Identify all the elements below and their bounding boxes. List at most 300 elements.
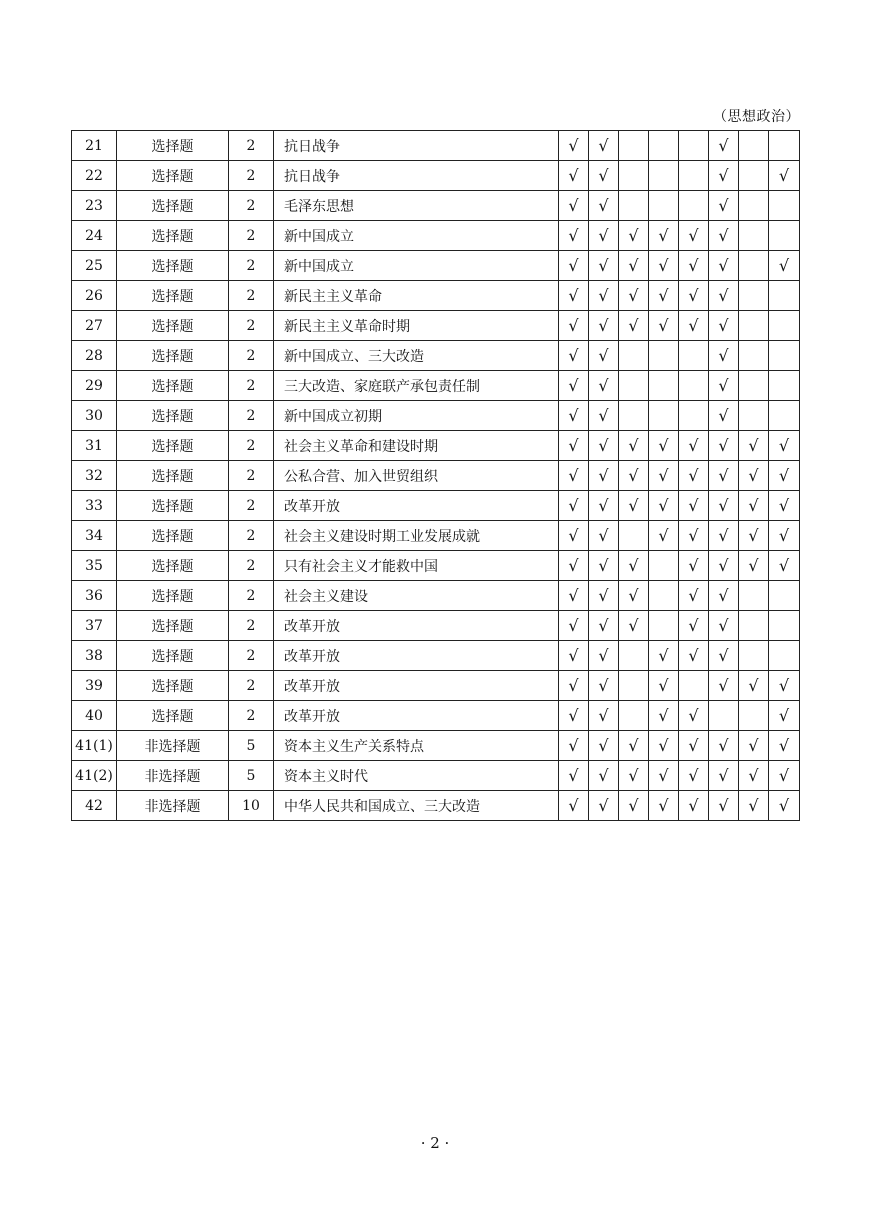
- empty-mark-cell: [679, 371, 709, 401]
- check-mark-cell: √: [739, 461, 769, 491]
- question-number-cell: 30: [72, 401, 117, 431]
- topic-cell: 中华人民共和国成立、三大改造: [274, 791, 559, 821]
- check-mark-cell: √: [709, 221, 739, 251]
- check-mark-cell: √: [649, 791, 679, 821]
- check-mark-cell: √: [619, 461, 649, 491]
- empty-mark-cell: [649, 581, 679, 611]
- check-mark-cell: √: [679, 761, 709, 791]
- question-type-cell: 选择题: [117, 341, 229, 371]
- check-mark-cell: √: [739, 521, 769, 551]
- score-cell: 5: [229, 731, 274, 761]
- question-type-cell: 选择题: [117, 461, 229, 491]
- question-number-cell: 39: [72, 671, 117, 701]
- question-type-cell: 选择题: [117, 221, 229, 251]
- check-mark-cell: √: [649, 761, 679, 791]
- empty-mark-cell: [769, 401, 800, 431]
- check-mark-cell: √: [649, 701, 679, 731]
- empty-mark-cell: [649, 191, 679, 221]
- check-mark-cell: √: [769, 671, 800, 701]
- empty-mark-cell: [679, 161, 709, 191]
- score-cell: 2: [229, 641, 274, 671]
- topic-cell: 新中国成立: [274, 251, 559, 281]
- check-mark-cell: √: [589, 431, 619, 461]
- check-mark-cell: √: [619, 761, 649, 791]
- check-mark-cell: √: [769, 701, 800, 731]
- question-number-cell: 41(1): [72, 731, 117, 761]
- check-mark-cell: √: [679, 311, 709, 341]
- check-mark-cell: √: [589, 221, 619, 251]
- check-mark-cell: √: [589, 251, 619, 281]
- empty-mark-cell: [619, 641, 649, 671]
- check-mark-cell: √: [649, 731, 679, 761]
- table-row: [72, 281, 800, 311]
- table-row: [72, 701, 800, 731]
- table-row: [72, 161, 800, 191]
- question-number-cell: 28: [72, 341, 117, 371]
- empty-mark-cell: [679, 341, 709, 371]
- topic-cell: 资本主义生产关系特点: [274, 731, 559, 761]
- question-type-cell: 选择题: [117, 551, 229, 581]
- question-type-cell: 选择题: [117, 191, 229, 221]
- empty-mark-cell: [679, 191, 709, 221]
- check-mark-cell: √: [559, 161, 589, 191]
- check-mark-cell: √: [769, 491, 800, 521]
- table-row: [72, 221, 800, 251]
- check-mark-cell: √: [559, 401, 589, 431]
- check-mark-cell: √: [559, 311, 589, 341]
- check-mark-cell: √: [709, 251, 739, 281]
- check-mark-cell: √: [589, 131, 619, 161]
- check-mark-cell: √: [589, 641, 619, 671]
- table-row: [72, 611, 800, 641]
- check-mark-cell: √: [709, 731, 739, 761]
- check-mark-cell: √: [709, 191, 739, 221]
- table-row: [72, 341, 800, 371]
- topic-cell: 新中国成立初期: [274, 401, 559, 431]
- check-mark-cell: √: [769, 791, 800, 821]
- question-number-cell: 23: [72, 191, 117, 221]
- question-number-cell: 38: [72, 641, 117, 671]
- question-type-cell: 选择题: [117, 431, 229, 461]
- page-number: · 2 ·: [420, 1134, 450, 1152]
- check-mark-cell: √: [589, 191, 619, 221]
- score-cell: 2: [229, 131, 274, 161]
- question-number-cell: 41(2): [72, 761, 117, 791]
- check-mark-cell: √: [739, 731, 769, 761]
- empty-mark-cell: [649, 341, 679, 371]
- empty-mark-cell: [649, 401, 679, 431]
- check-mark-cell: √: [589, 671, 619, 701]
- score-cell: 2: [229, 251, 274, 281]
- question-type-cell: 选择题: [117, 251, 229, 281]
- empty-mark-cell: [769, 371, 800, 401]
- check-mark-cell: √: [679, 791, 709, 821]
- empty-mark-cell: [619, 191, 649, 221]
- table-row: [72, 251, 800, 281]
- question-number-cell: 22: [72, 161, 117, 191]
- check-mark-cell: √: [559, 701, 589, 731]
- topic-cell: 只有社会主义才能救中国: [274, 551, 559, 581]
- empty-mark-cell: [739, 401, 769, 431]
- table-row: [72, 791, 800, 821]
- check-mark-cell: √: [589, 611, 619, 641]
- check-mark-cell: √: [679, 581, 709, 611]
- score-cell: 2: [229, 281, 274, 311]
- check-mark-cell: √: [769, 761, 800, 791]
- topic-cell: 新中国成立、三大改造: [274, 341, 559, 371]
- check-mark-cell: √: [619, 281, 649, 311]
- empty-mark-cell: [649, 161, 679, 191]
- score-cell: 2: [229, 161, 274, 191]
- table-row: [72, 191, 800, 221]
- question-number-cell: 29: [72, 371, 117, 401]
- empty-mark-cell: [769, 191, 800, 221]
- empty-mark-cell: [619, 161, 649, 191]
- check-mark-cell: √: [589, 341, 619, 371]
- empty-mark-cell: [739, 641, 769, 671]
- check-mark-cell: √: [559, 581, 589, 611]
- check-mark-cell: √: [709, 551, 739, 581]
- check-mark-cell: √: [649, 671, 679, 701]
- check-mark-cell: √: [649, 281, 679, 311]
- empty-mark-cell: [739, 581, 769, 611]
- topic-cell: 新中国成立: [274, 221, 559, 251]
- check-mark-cell: √: [709, 161, 739, 191]
- topic-cell: 改革开放: [274, 701, 559, 731]
- score-cell: 2: [229, 551, 274, 581]
- question-number-cell: 37: [72, 611, 117, 641]
- check-mark-cell: √: [619, 551, 649, 581]
- question-number-cell: 27: [72, 311, 117, 341]
- question-number-cell: 40: [72, 701, 117, 731]
- table-row: [72, 581, 800, 611]
- table-row: [72, 731, 800, 761]
- question-analysis-table: [71, 130, 800, 821]
- question-type-cell: 选择题: [117, 581, 229, 611]
- check-mark-cell: √: [559, 491, 589, 521]
- check-mark-cell: √: [559, 251, 589, 281]
- check-mark-cell: √: [709, 131, 739, 161]
- table-row: [72, 371, 800, 401]
- check-mark-cell: √: [649, 491, 679, 521]
- table-row: [72, 521, 800, 551]
- check-mark-cell: √: [559, 641, 589, 671]
- check-mark-cell: √: [589, 311, 619, 341]
- empty-mark-cell: [679, 401, 709, 431]
- check-mark-cell: √: [709, 341, 739, 371]
- check-mark-cell: √: [679, 281, 709, 311]
- check-mark-cell: √: [559, 551, 589, 581]
- table-row: [72, 461, 800, 491]
- score-cell: 2: [229, 671, 274, 701]
- empty-mark-cell: [769, 341, 800, 371]
- question-type-cell: 选择题: [117, 701, 229, 731]
- empty-mark-cell: [619, 401, 649, 431]
- empty-mark-cell: [739, 371, 769, 401]
- table-row: [72, 431, 800, 461]
- check-mark-cell: √: [559, 341, 589, 371]
- check-mark-cell: √: [739, 671, 769, 701]
- check-mark-cell: √: [679, 461, 709, 491]
- empty-mark-cell: [649, 131, 679, 161]
- score-cell: 2: [229, 701, 274, 731]
- check-mark-cell: √: [619, 221, 649, 251]
- score-cell: 2: [229, 401, 274, 431]
- check-mark-cell: √: [619, 431, 649, 461]
- check-mark-cell: √: [589, 731, 619, 761]
- check-mark-cell: √: [769, 161, 800, 191]
- topic-cell: 改革开放: [274, 671, 559, 701]
- check-mark-cell: √: [559, 671, 589, 701]
- empty-mark-cell: [739, 281, 769, 311]
- check-mark-cell: √: [709, 401, 739, 431]
- check-mark-cell: √: [679, 701, 709, 731]
- empty-mark-cell: [769, 581, 800, 611]
- check-mark-cell: √: [619, 311, 649, 341]
- check-mark-cell: √: [739, 551, 769, 581]
- empty-mark-cell: [619, 671, 649, 701]
- empty-mark-cell: [739, 191, 769, 221]
- empty-mark-cell: [649, 611, 679, 641]
- question-type-cell: 选择题: [117, 491, 229, 521]
- table-row: [72, 401, 800, 431]
- empty-mark-cell: [769, 281, 800, 311]
- check-mark-cell: √: [559, 191, 589, 221]
- empty-mark-cell: [739, 251, 769, 281]
- score-cell: 2: [229, 311, 274, 341]
- score-cell: 2: [229, 341, 274, 371]
- check-mark-cell: √: [709, 431, 739, 461]
- topic-cell: 抗日战争: [274, 131, 559, 161]
- check-mark-cell: √: [559, 131, 589, 161]
- check-mark-cell: √: [559, 791, 589, 821]
- empty-mark-cell: [619, 521, 649, 551]
- empty-mark-cell: [769, 221, 800, 251]
- check-mark-cell: √: [769, 461, 800, 491]
- check-mark-cell: √: [769, 431, 800, 461]
- topic-cell: 社会主义建设: [274, 581, 559, 611]
- score-cell: 2: [229, 221, 274, 251]
- empty-mark-cell: [619, 131, 649, 161]
- empty-mark-cell: [619, 371, 649, 401]
- check-mark-cell: √: [679, 641, 709, 671]
- check-mark-cell: √: [559, 611, 589, 641]
- check-mark-cell: √: [679, 491, 709, 521]
- table-row: [72, 551, 800, 581]
- check-mark-cell: √: [559, 521, 589, 551]
- score-cell: 2: [229, 491, 274, 521]
- check-mark-cell: √: [709, 521, 739, 551]
- table-row: [72, 761, 800, 791]
- question-type-cell: 选择题: [117, 521, 229, 551]
- check-mark-cell: √: [709, 611, 739, 641]
- score-cell: 2: [229, 191, 274, 221]
- topic-cell: 三大改造、家庭联产承包责任制: [274, 371, 559, 401]
- question-type-cell: 选择题: [117, 131, 229, 161]
- check-mark-cell: √: [559, 431, 589, 461]
- question-type-cell: 非选择题: [117, 731, 229, 761]
- topic-cell: 公私合营、加入世贸组织: [274, 461, 559, 491]
- check-mark-cell: √: [739, 761, 769, 791]
- empty-mark-cell: [739, 131, 769, 161]
- check-mark-cell: √: [559, 461, 589, 491]
- empty-mark-cell: [619, 701, 649, 731]
- check-mark-cell: √: [679, 431, 709, 461]
- check-mark-cell: √: [649, 521, 679, 551]
- check-mark-cell: √: [649, 641, 679, 671]
- check-mark-cell: √: [679, 521, 709, 551]
- check-mark-cell: √: [739, 791, 769, 821]
- table-body: [72, 131, 800, 821]
- check-mark-cell: √: [589, 521, 619, 551]
- score-cell: 2: [229, 431, 274, 461]
- question-type-cell: 选择题: [117, 161, 229, 191]
- empty-mark-cell: [769, 641, 800, 671]
- check-mark-cell: √: [649, 461, 679, 491]
- empty-mark-cell: [739, 311, 769, 341]
- check-mark-cell: √: [619, 581, 649, 611]
- question-number-cell: 31: [72, 431, 117, 461]
- check-mark-cell: √: [769, 251, 800, 281]
- topic-cell: 毛泽东思想: [274, 191, 559, 221]
- check-mark-cell: √: [589, 371, 619, 401]
- check-mark-cell: √: [709, 671, 739, 701]
- check-mark-cell: √: [649, 251, 679, 281]
- check-mark-cell: √: [589, 461, 619, 491]
- check-mark-cell: √: [559, 761, 589, 791]
- score-cell: 2: [229, 611, 274, 641]
- score-cell: 2: [229, 461, 274, 491]
- question-number-cell: 42: [72, 791, 117, 821]
- empty-mark-cell: [619, 341, 649, 371]
- check-mark-cell: √: [739, 431, 769, 461]
- question-number-cell: 24: [72, 221, 117, 251]
- check-mark-cell: √: [559, 731, 589, 761]
- check-mark-cell: √: [589, 791, 619, 821]
- empty-mark-cell: [769, 131, 800, 161]
- question-number-cell: 34: [72, 521, 117, 551]
- question-type-cell: 选择题: [117, 371, 229, 401]
- empty-mark-cell: [709, 701, 739, 731]
- check-mark-cell: √: [679, 251, 709, 281]
- question-type-cell: 选择题: [117, 641, 229, 671]
- check-mark-cell: √: [619, 731, 649, 761]
- check-mark-cell: √: [709, 641, 739, 671]
- table-row: [72, 491, 800, 521]
- empty-mark-cell: [739, 221, 769, 251]
- question-number-cell: 32: [72, 461, 117, 491]
- empty-mark-cell: [679, 671, 709, 701]
- topic-cell: 社会主义革命和建设时期: [274, 431, 559, 461]
- check-mark-cell: √: [649, 221, 679, 251]
- check-mark-cell: √: [769, 731, 800, 761]
- question-number-cell: 36: [72, 581, 117, 611]
- table-row: [72, 641, 800, 671]
- topic-cell: 改革开放: [274, 491, 559, 521]
- check-mark-cell: √: [709, 281, 739, 311]
- check-mark-cell: √: [649, 431, 679, 461]
- score-cell: 5: [229, 761, 274, 791]
- empty-mark-cell: [769, 611, 800, 641]
- question-number-cell: 26: [72, 281, 117, 311]
- check-mark-cell: √: [589, 281, 619, 311]
- check-mark-cell: √: [559, 281, 589, 311]
- topic-cell: 改革开放: [274, 641, 559, 671]
- check-mark-cell: √: [739, 491, 769, 521]
- check-mark-cell: √: [559, 221, 589, 251]
- check-mark-cell: √: [709, 491, 739, 521]
- check-mark-cell: √: [589, 701, 619, 731]
- check-mark-cell: √: [679, 611, 709, 641]
- check-mark-cell: √: [709, 311, 739, 341]
- subject-label: （思想政治）: [713, 109, 800, 125]
- check-mark-cell: √: [679, 551, 709, 581]
- check-mark-cell: √: [589, 581, 619, 611]
- check-mark-cell: √: [589, 761, 619, 791]
- empty-mark-cell: [739, 341, 769, 371]
- check-mark-cell: √: [709, 581, 739, 611]
- check-mark-cell: √: [619, 791, 649, 821]
- check-mark-cell: √: [679, 731, 709, 761]
- check-mark-cell: √: [769, 521, 800, 551]
- check-mark-cell: √: [619, 251, 649, 281]
- check-mark-cell: √: [589, 491, 619, 521]
- question-type-cell: 选择题: [117, 611, 229, 641]
- check-mark-cell: √: [589, 401, 619, 431]
- empty-mark-cell: [739, 161, 769, 191]
- question-number-cell: 21: [72, 131, 117, 161]
- empty-mark-cell: [679, 131, 709, 161]
- score-cell: 2: [229, 581, 274, 611]
- check-mark-cell: √: [619, 491, 649, 521]
- question-type-cell: 选择题: [117, 281, 229, 311]
- check-mark-cell: √: [679, 221, 709, 251]
- question-type-cell: 非选择题: [117, 791, 229, 821]
- question-number-cell: 33: [72, 491, 117, 521]
- check-mark-cell: √: [709, 371, 739, 401]
- check-mark-cell: √: [649, 311, 679, 341]
- question-type-cell: 选择题: [117, 671, 229, 701]
- check-mark-cell: √: [559, 371, 589, 401]
- score-cell: 2: [229, 371, 274, 401]
- check-mark-cell: √: [769, 551, 800, 581]
- check-mark-cell: √: [709, 761, 739, 791]
- check-mark-cell: √: [709, 461, 739, 491]
- topic-cell: 社会主义建设时期工业发展成就: [274, 521, 559, 551]
- empty-mark-cell: [739, 701, 769, 731]
- check-mark-cell: √: [619, 611, 649, 641]
- check-mark-cell: √: [709, 791, 739, 821]
- empty-mark-cell: [739, 611, 769, 641]
- question-type-cell: 选择题: [117, 401, 229, 431]
- check-mark-cell: √: [589, 551, 619, 581]
- question-number-cell: 25: [72, 251, 117, 281]
- topic-cell: 改革开放: [274, 611, 559, 641]
- score-cell: 2: [229, 521, 274, 551]
- topic-cell: 新民主主义革命时期: [274, 311, 559, 341]
- check-mark-cell: √: [589, 161, 619, 191]
- table-row: [72, 671, 800, 701]
- empty-mark-cell: [769, 311, 800, 341]
- table-row: [72, 131, 800, 161]
- question-number-cell: 35: [72, 551, 117, 581]
- topic-cell: 新民主主义革命: [274, 281, 559, 311]
- question-type-cell: 非选择题: [117, 761, 229, 791]
- table-row: [72, 311, 800, 341]
- score-cell: 10: [229, 791, 274, 821]
- topic-cell: 资本主义时代: [274, 761, 559, 791]
- topic-cell: 抗日战争: [274, 161, 559, 191]
